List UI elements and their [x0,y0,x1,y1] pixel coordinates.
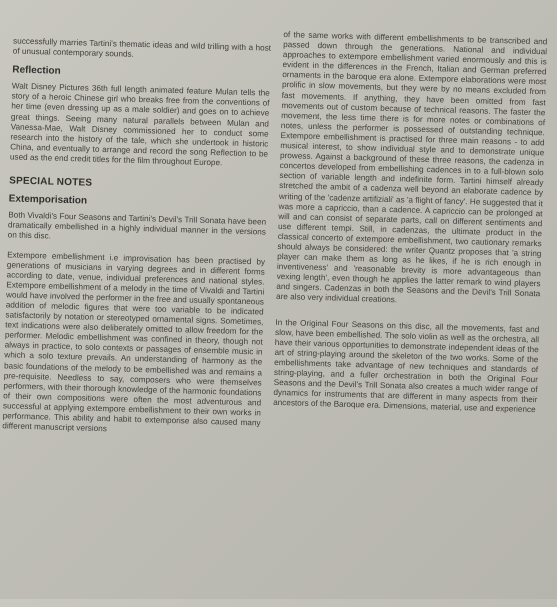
extemporisation-paragraph-1: Both Vivaldi's Four Seasons and Tartini's Devil's Trill Sonata have been dramatically embellished in a highly individual manner in the versions on this disc. [7,210,267,241]
extemporisation-heading: Extemporisation [8,193,88,207]
right-paragraph-1: of the same works with different embellishments to be transcribed and passed down through the generations. National and individual approaches to extempore embellishment varied enormously and this is evident in the differences in the French, Italian and German preferred ornaments in the baroque era alone. Extempore elaborations were most prolific in slow movements, but they were by no means excluded from fast movements. If anything, they have been omitted from fast movements out of custom because of technical reasons. The faster the movement, the less time there is for more notes or combinations of notes, unless the performer is possessed of outstanding technique. Extempore embellishment is practised for three main reasons - to add musical interest, to show individual style and to demonstrate unique prowess. Against a background of these three reasons, the cadenza in concertos developed from embellishing cadences in to a full-blown solo section of variable length and indefinite form. Tartini himself already stretched the ambit of a cadenza well beyond an elaborate cadence by writing of the 'cadenze artifiziali' as 'a flight of fancy'. He suggested that it was more a capriccio, than a cadence. A capriccio can be prolonged at will and can consist of separate parts, call on different sentiments and use different tempi. Still, in cadenzas, the ultimate product in the classical concerto of extempore embellishment, two cautionary remarks should always be considered: the writer Quantz proposes that 'a string player can make them as long as he likes, if he is rich enough in inventiveness' and 'reasonable brevity is more advantageous than vexing length', even though he applies the latter remark to wind players and singers. Cadenzas in both the Seasons and the Devil's Trill Sonata are also very individual creations. [275,29,548,305]
special-notes-heading: SPECIAL NOTES [9,175,93,189]
intro-paragraph: successfully marries Tartini's thematic ideas and wild trilling with a host of unusual contemporary sounds. [12,36,272,59]
right-paragraph-2: In the Original Four Seasons on this disc, all the movements, fast and slow, have been embellished. The solo violin as well as the orchestra, all have their various opportunities to demonstrate independent ideas of the art of string-playing around the skeleton of the two works. Some of the embellishments take advantage of new techniques and standards of string-playing, and a fuller orchestration in both the Original Four Seasons and the Devil's Trill Sonata also creates a much wider range of dynamics for instruments that are different in many aspects from their ancestors of the Baroque era. Dimensions, material, use and experience [273,317,540,415]
reflection-paragraph: Walt Disney Pictures 36th full length animated feature Mulan tells the story of a heroic Chinese girl who breaks free from the conventions of her time (even dressing up as a male soldier) and goes on to achieve great things. Seeing many natural parallels between Mulan and Vanessa-Mae, Walt Disney commissioned her to conduct some research into the history of the tale, which she undertook in historic China, and eventually to arrange and record the song Reflection to be used as the end credit titles for the film throughout Europe. [9,81,270,168]
left-column [2,36,271,447]
reflection-heading: Reflection [12,64,61,77]
extemporisation-paragraph-2: Extempore embellishment i.e improvisation has been practised by generations of musicians in varying degrees and in different forms according to date, venue, individual preferences and national styles. Extempore embellishment of a melody in the time of Vivaldi and Tartini would have involved the performer in the free and usually spontaneous addition of melodic figures that were too variable to be indicated satisfactorily by notation or stereotyped ornamental signs. Sometimes, text indications were also deliberately omitted to allow freedom for the performer. Melodic embellishment was confined in theory, though not always in practice, to solo contexts or passages of ensemble music in which a solo texture prevails. An understanding of harmony as the basic foundations of the melody to be embellished was and remains a pre-requisite. Needless to say, composers who were themselves performers, with their thorough knowledge of the harmonic foundations of their own compositions were often the most adventurous and successful at applying extempore embellishment to their own works in performance. This ability and habit to extemporise also caused many different manuscript versions [2,249,266,434]
right-column [273,30,548,425]
